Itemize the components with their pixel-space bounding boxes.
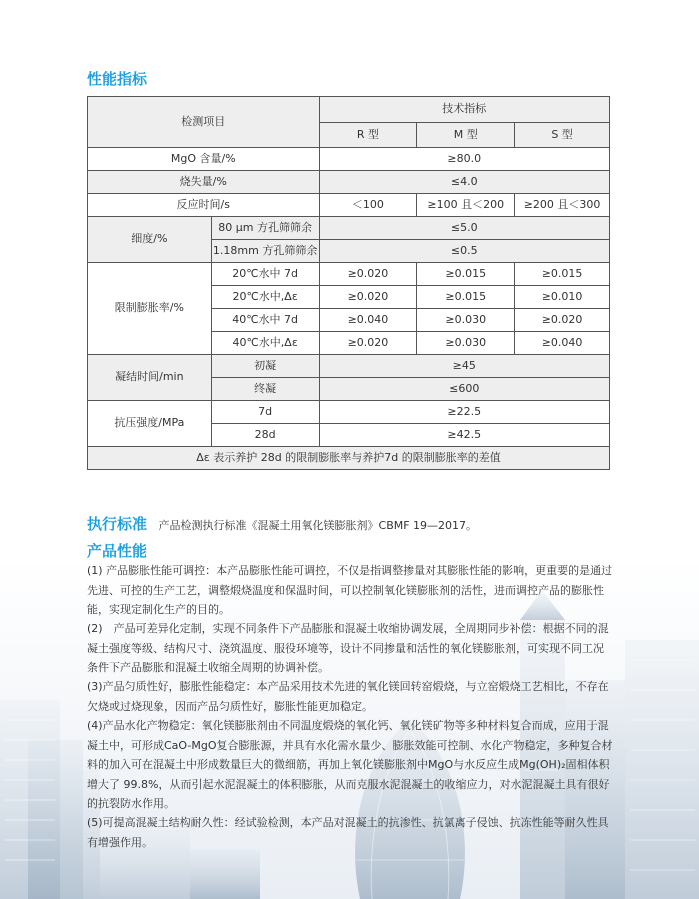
property-paragraph: (3)产品匀质性好，膨胀性能稳定：本产品采用技术先进的氧化镁回转窑煅烧，与立窑煅烧工艺相比，不存在欠烧或过烧现象，因而产品匀质性好，膨胀性能更加稳定。 <box>87 680 609 713</box>
expansion-sub: 20℃水中 7d <box>211 263 319 286</box>
setting-label: 凝结时间/min <box>88 355 212 401</box>
item-header: 检测项目 <box>88 97 320 148</box>
reaction-m: ≥100 且＜200 <box>417 194 515 217</box>
fineness-label: 细度/% <box>88 217 212 263</box>
reaction-s: ≥200 且＜300 <box>515 194 610 217</box>
setting-value: ≥45 <box>319 355 609 378</box>
type-s-header: S 型 <box>515 122 610 148</box>
strength-value: ≥22.5 <box>319 401 609 424</box>
loss-label: 烧失量/% <box>88 171 320 194</box>
fineness-value: ≤0.5 <box>319 240 609 263</box>
expansion-r: ≥0.020 <box>319 286 417 309</box>
reaction-label: 反应时间/s <box>88 194 320 217</box>
performance-heading: 性能指标 <box>87 70 148 88</box>
setting-sub: 初凝 <box>211 355 319 378</box>
property-paragraph: (4)产品水化产物稳定：氧化镁膨胀剂由不同温度煅烧的氧化钙、氧化镁矿物等多种材料复合而成，应用于混凝土中，可形成CaO-MgO复合膨胀源，并具有水化需水量少、膨胀效能可控制、水化产物稳定，多种复合材料的加入可在混凝土中形成数量巨大的微细筋，再加上氧化镁膨胀剂中MgO与水反应生成Mg(OH)₂固相体积增大了 99.8%，从而引起水泥混凝土的体积膨胀，从而克服水泥混凝土的收缩应力，对水泥混凝土具有很好的抗裂防水作用。 <box>87 719 613 810</box>
property-paragraph: (2) 产品可差异化定制，实现不同条件下产品膨胀和混凝土收缩协调发展，全周期同步补偿：根据不同的混凝土强度等级、结构尺寸、浇筑温度、服役环境等，设计不同掺量和活性的氧化镁膨胀剂，可实现不同工况条件下产品膨胀和混凝土收缩全周期的协调补偿。 <box>87 622 609 674</box>
mgo-value: ≥80.0 <box>319 148 609 171</box>
expansion-s: ≥0.015 <box>515 263 610 286</box>
type-m-header: M 型 <box>417 122 515 148</box>
strength-sub: 7d <box>211 401 319 424</box>
standard-heading: 执行标准 <box>87 515 148 533</box>
expansion-sub: 40℃水中 7d <box>211 309 319 332</box>
expansion-s: ≥0.010 <box>515 286 610 309</box>
setting-value: ≤600 <box>319 378 609 401</box>
setting-sub: 终凝 <box>211 378 319 401</box>
strength-label: 抗压强度/MPa <box>88 401 212 447</box>
mgo-label: MgO 含量/% <box>88 148 320 171</box>
strength-sub: 28d <box>211 424 319 447</box>
reaction-r: ＜100 <box>319 194 417 217</box>
expansion-label: 限制膨胀率/% <box>88 263 212 355</box>
expansion-s: ≥0.040 <box>515 332 610 355</box>
spec-table <box>87 96 610 470</box>
property-paragraph: (5)可提高混凝土结构耐久性：经试验检测，本产品对混凝土的抗渗性、抗氯离子侵蚀、抗冻性能等耐久性具有增强作用。 <box>87 816 609 849</box>
expansion-sub: 20℃水中,Δε <box>211 286 319 309</box>
expansion-m: ≥0.030 <box>417 309 515 332</box>
property-paragraph: (1) 产品膨胀性能可调控：本产品膨胀性能可调控，不仅是指调整掺量对其膨胀性能的影响，更重要的是通过先进、可控的生产工艺，调整煅烧温度和保温时间，可以控制氧化镁膨胀剂的活性，进而调控产品的膨胀性能，实现定制化生产的目的。 <box>87 564 613 616</box>
standard-line <box>87 513 477 534</box>
expansion-r: ≥0.040 <box>319 309 417 332</box>
fineness-value: ≤5.0 <box>319 217 609 240</box>
strength-value: ≥42.5 <box>319 424 609 447</box>
properties-heading: 产品性能 <box>87 542 148 560</box>
expansion-sub: 40℃水中,Δε <box>211 332 319 355</box>
fineness-sub: 80 μm 方孔筛筛余 <box>211 217 319 240</box>
expansion-m: ≥0.030 <box>417 332 515 355</box>
type-r-header: R 型 <box>319 122 417 148</box>
expansion-r: ≥0.020 <box>319 332 417 355</box>
expansion-m: ≥0.015 <box>417 263 515 286</box>
table-footnote: Δε 表示养护 28d 的限制膨胀率与养护7d 的限制膨胀率的差值 <box>88 447 610 470</box>
fineness-sub: 1.18mm 方孔筛筛余 <box>211 240 319 263</box>
expansion-s: ≥0.020 <box>515 309 610 332</box>
standard-text: 产品检测执行标准《混凝土用氧化镁膨胀剂》CBMF 19—2017。 <box>158 519 478 532</box>
tech-header: 技术指标 <box>319 97 609 123</box>
loss-value: ≤4.0 <box>319 171 609 194</box>
expansion-m: ≥0.015 <box>417 286 515 309</box>
expansion-r: ≥0.020 <box>319 263 417 286</box>
